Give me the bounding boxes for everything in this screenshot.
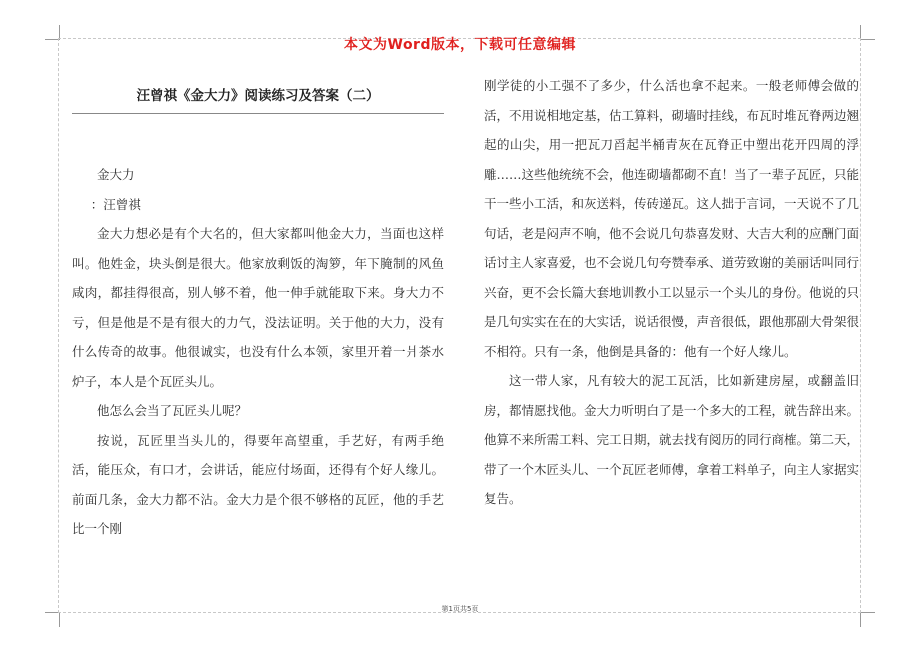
paragraph-continued: 刚学徒的小工强不了多少，什么活也拿不起来。一般老师傅会做的活，不用说相地定基，估工算料，砌墙时挂线，布瓦时堆瓦脊两边翘起的山尖，用一把瓦刀舀起半桶青灰在瓦脊正中塑出花开四周的浮雕……这些他统统不会，他连砌墙都砌不直！当了一辈子瓦匠，只能干一些小工活，和灰送料，传砖递瓦。这人拙于言词，一天说不了几句话，老是闷声不响，他不会说几句恭喜发财、大吉大利的应酬门面话讨主人家喜爱，也不会说几句夸赞奉承、道劳致谢的美丽话叫同行兴奋，更不会长篇大套地训教小工以显示一个头儿的身份。他说的只是几句实实在在的大实话，说话很慢，声音很低，跟他那副大骨架很不相符。只有一条，他倒是具备的：他有一个好人缘儿。 [484,78,860,359]
story-heading: 金大力 [97,167,135,182]
title-underline [72,113,444,114]
right-column [484,71,859,514]
story-author: ：汪曾祺 [90,196,141,212]
paragraph: 他怎么会当了瓦匠头儿呢？ [97,403,248,418]
crop-mark-bottom-right [860,612,875,627]
page-number-footer: 第1页共5页 [441,605,479,613]
paragraph: 金大力想必是有个大名的，但大家都叫他金大力，当面也这样叫。他姓金，块头倒是很大。他家放剩饭的淘箩，年下腌制的风鱼咸肉，都挂得很高，别人够不着，他一伸手就能取下来。身大力不亏，但是他是不是有很大的力气，没法证明。关于他的大力，没有什么传奇的故事。他很诚实，也没有什么本领，家里开着一爿茶水炉子，本人是个瓦匠头儿。 [72,226,444,389]
document-title: 汪曾祺《金大力》阅读练习及答案（二） [136,88,380,104]
paragraph: 按说，瓦匠里当头儿的，得要年高望重，手艺好，有两手绝活，能压众，有口才，会讲话，能应付场面，还得有个好人缘儿。前面几条，金大力都不沾。金大力是个很不够格的瓦匠，他的手艺比一个刚 [72,432,444,536]
crop-mark-bottom-left [45,612,60,627]
paragraph: 这一带人家，凡有较大的泥工瓦活，比如新建房屋，或翻盖旧房，都情愿找他。金大力听明白了是一个多大的工程，就告辞出来。他算不来所需工料、完工日期，就去找有阅历的同行商榷。第二天，带了一个木匠头儿、一个瓦匠老师傅，拿着工料单子，向主人家据实复告。 [484,373,860,506]
left-column [72,160,444,544]
word-version-banner: 本文为Word版本，下载可任意编辑 [344,37,576,53]
